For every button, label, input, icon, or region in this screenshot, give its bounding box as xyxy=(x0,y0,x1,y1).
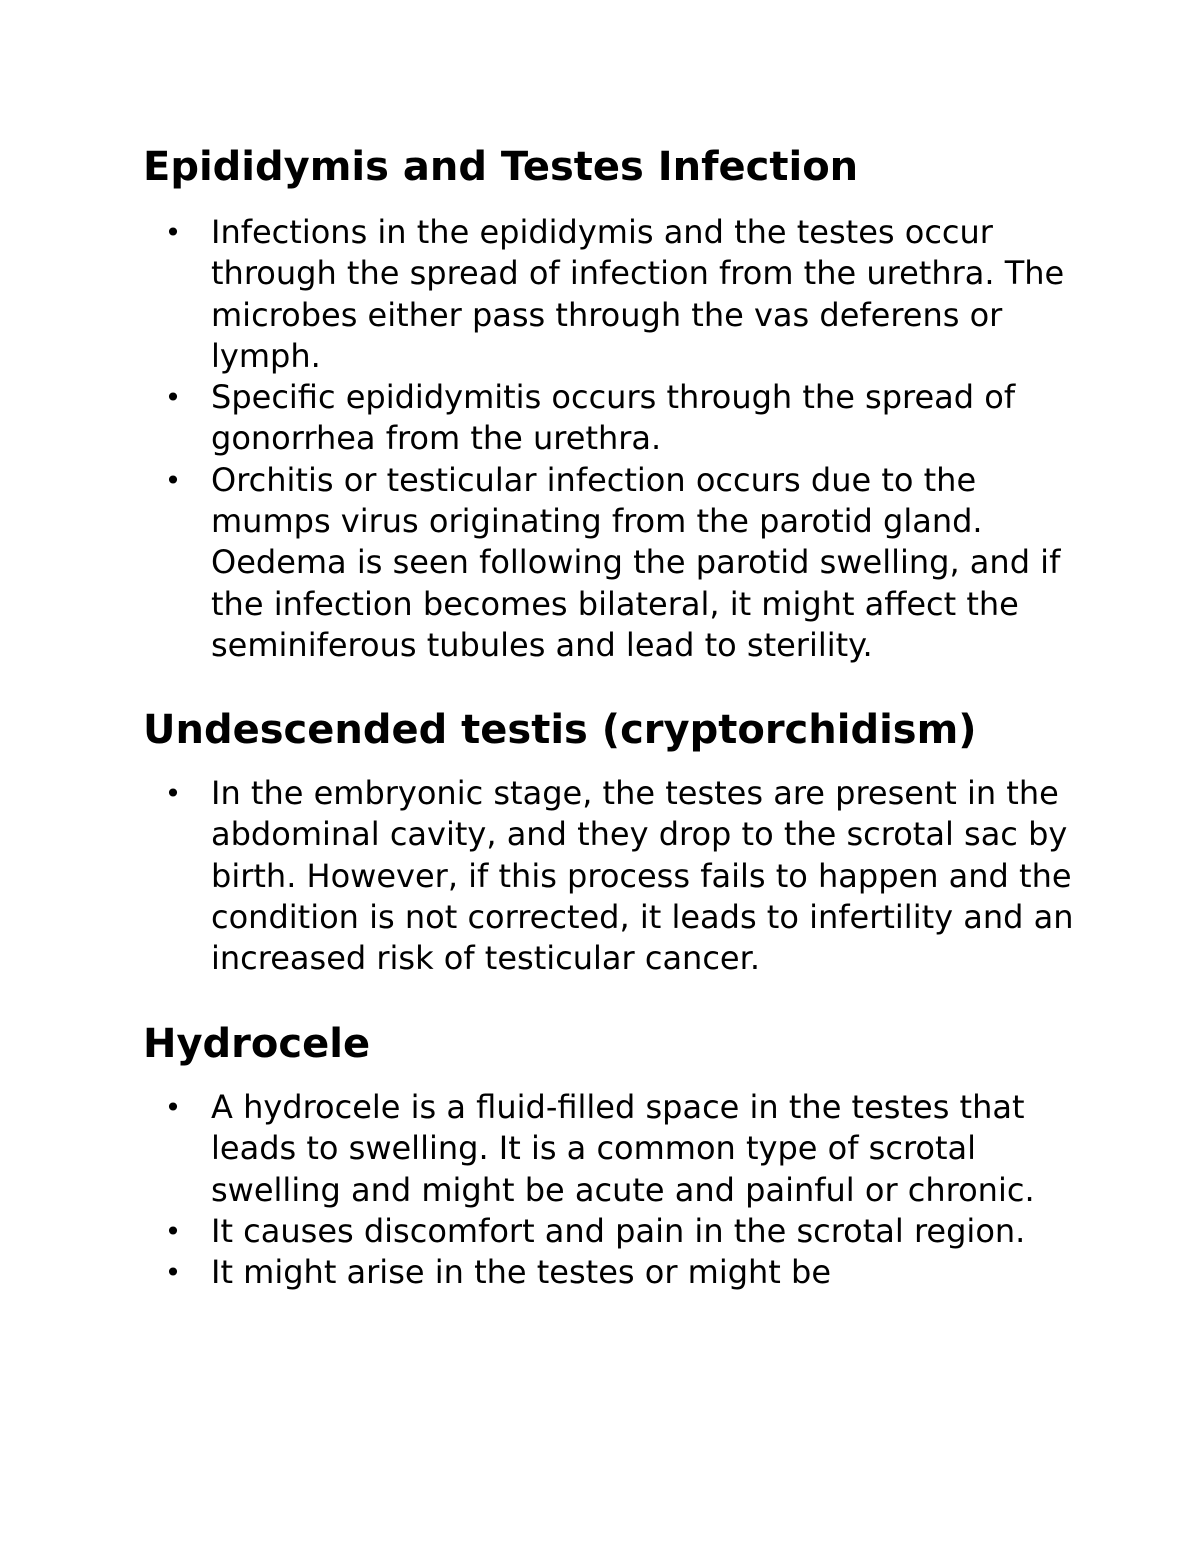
bullet-text: It causes discomfort and pain in the scrotal region. xyxy=(211,1211,1026,1250)
bullet-list-hydrocele xyxy=(0,1087,1200,1293)
section-heading-hydrocele: Hydrocele xyxy=(143,1021,371,1067)
bullet-text: Infections in the epididymis and the testes occur through the spread of infection from the urethra. The microbes either pass through the vas deferens or lymph. xyxy=(211,213,1065,375)
bullet-icon: • xyxy=(164,463,182,497)
section-heading-epididymis: Epididymis and Testes Infection xyxy=(143,144,859,190)
bullet-list-epididymis xyxy=(0,212,1200,666)
section-heading-undescended-testis: Undescended testis (cryptorchidism) xyxy=(143,707,977,753)
list-item xyxy=(0,1211,1081,1252)
bullet-icon: • xyxy=(164,1214,182,1248)
list-item xyxy=(0,377,1081,460)
bullet-text: In the embryonic stage, the testes are present in the abdominal cavity, and they drop to the scrotal sac by birth. However, if this process fails to happen and the condition is not corrected, it leads to infertility and an increased risk of testicular cancer. xyxy=(211,774,1074,978)
bullet-text: It might arise in the testes or might be xyxy=(211,1253,832,1292)
list-item xyxy=(0,773,1081,979)
bullet-icon: • xyxy=(164,1256,182,1290)
bullet-icon: • xyxy=(164,777,182,810)
list-item xyxy=(0,1252,1081,1293)
bullet-icon: • xyxy=(164,216,182,249)
bullet-list-undescended-testis xyxy=(0,773,1200,979)
bullet-icon: • xyxy=(164,381,182,415)
bullet-icon: • xyxy=(164,1091,182,1124)
bullet-text: Specific epididymitis occurs through the spread of gonorrhea from the urethra. xyxy=(211,378,1016,458)
list-item xyxy=(0,212,1081,377)
bullet-text: Orchitis or testicular infection occurs due to the mumps virus originating from the parotid gland. Oedema is seen following the parotid swelling, and if the infection becomes bilateral, it might affect the seminiferous tubules and lead to sterility. xyxy=(211,460,1061,664)
list-item xyxy=(0,1087,1081,1211)
bullet-text: A hydrocele is a fluid-filled space in the testes that leads to swelling. It is a common type of scrotal swelling and might be acute and painful or chronic. xyxy=(211,1088,1035,1209)
list-item xyxy=(0,460,1081,666)
